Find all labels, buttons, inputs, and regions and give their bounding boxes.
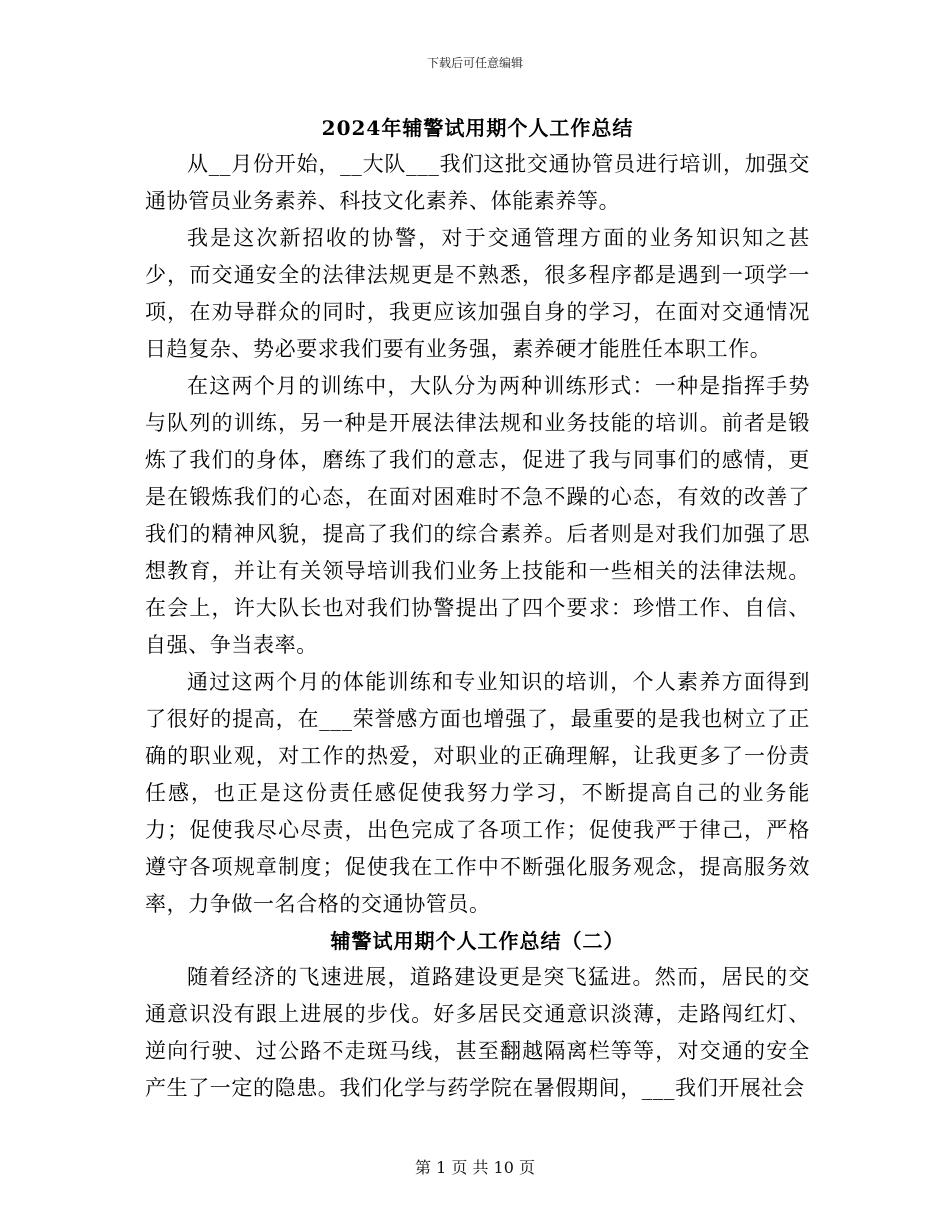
paragraph-1: 从__月份开始，__大队___我们这批交通协管员进行培训，加强交通协管员业务素养、科技文化素养、体能素养等。 xyxy=(145,152,810,213)
paragraph-2: 我是这次新招收的协警，对于交通管理方面的业务知识知之甚少，而交通安全的法律法规更是不熟悉，很多程序都是遇到一项学一项，在劝导群众的同时，我更应该加强自身的学习，在面对交通情况日趋复杂、势必要求我们要有业务强，素养硬才能胜任本职工作。 xyxy=(145,226,810,361)
section-title: 辅警试用期个人工作总结（二） xyxy=(330,929,625,953)
paragraph-5: 随着经济的飞速进展，道路建设更是突飞猛进。然而，居民的交通意识没有跟上进展的步伐。好多居民交通意识淡薄，走路闯红灯、逆向行驶、过公路不走斑马线，甚至翻越隔离栏等等，对交通的安全产生了一定的隐患。我们化学与药学院在暑假期间，___我们开展社会 xyxy=(145,965,810,1100)
header-note: 下载后可任意编辑 xyxy=(426,56,523,70)
paragraph-3: 在这两个月的训练中，大队分为两种训练形式：一种是指挥手势与队列的训练，另一种是开展法律法规和业务技能的培训。前者是锻炼了我们的身体，磨练了我们的意志，促进了我与同事们的感情，更是在锻炼我们的心态，在面对困难时不急不躁的心态，有效的改善了我们的精神风貌，提高了我们的综合素养。后者则是对我们加强了思想教育，并让有关领导培训我们业务上技能和一些相关的法律法规。在会上，许大队长也对我们协警提出了四个要求：珍惜工作、自信、自强、争当表率。 xyxy=(145,374,810,657)
document-body xyxy=(145,110,810,1107)
document-title: 2024年辅警试用期个人工作总结 xyxy=(321,116,634,140)
paragraph-4: 通过这两个月的体能训练和专业知识的培训，个人素养方面得到了很好的提高，在___荣誉感方面也增强了，最重要的是我也树立了正确的职业观，对工作的热爱，对职业的正确理解，让我更多了一份责任感，也正是这份责任感促使我努力学习，不断提高自己的业务能力；促使我尽心尽责，出色完成了各项工作；促使我严于律己，严格遵守各项规章制度；促使我在工作中不断强化服务观念，提高服务效率，力争做一名合格的交通协管员。 xyxy=(145,670,810,916)
page-footer: 第 1 页 共 10 页 xyxy=(415,1158,535,1177)
